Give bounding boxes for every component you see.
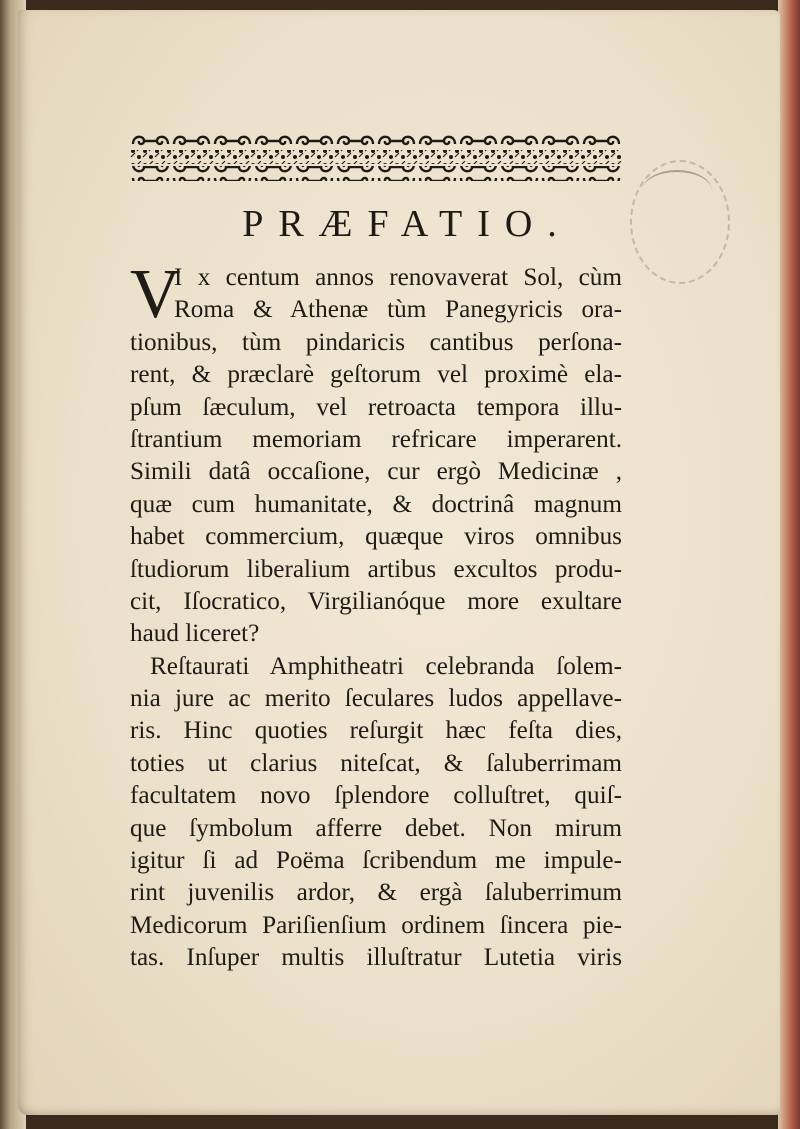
text-line: I x centum annos renovaverat Sol, cùm [174, 264, 622, 291]
text-line: Roma & Athenæ tùm Panegyricis ora- [174, 296, 622, 324]
text-line: que ſymbolum afferre debet. Non mirum [130, 814, 622, 842]
text-line: ris. Hinc quoties reſurgit hæc feſta dies, [130, 717, 622, 745]
body-text [130, 256, 622, 975]
text-line: igitur ſi ad Poëma ſcribendum me impule- [130, 847, 622, 875]
text-line: rent, & præclarè geſtorum vel proximè ela- [130, 361, 622, 389]
text-line: tas. Inſuper multis illuſtratur Lutetia viris [130, 944, 622, 972]
text-line: ſtrantium memoriam refricare imperarent. [130, 425, 622, 453]
text-line: pſum ſæculum, vel retroacta tempora illu- [130, 393, 622, 421]
text-line: haud liceret? [130, 620, 260, 648]
text-line: nia jure ac merito ſeculares ludos appellave- [130, 685, 622, 713]
page-title: PRÆFATIO. [242, 203, 572, 245]
text-line: Reſtaurati Amphitheatri celebranda ſolem- [150, 652, 622, 680]
text-line: toties ut clarius niteſcat, & ſaluberrimam [130, 749, 622, 777]
text-line: habet commercium, quæque viros omnibus [130, 523, 622, 551]
text-line: ſtudiorum liberalium artibus excultos produ- [130, 555, 622, 583]
book-page-edges-right [778, 0, 800, 1129]
text-line: rint juvenilis ardor, & ergà ſaluberrimum [130, 879, 622, 907]
text-line: tionibus, tùm pindaricis cantibus perſona- [130, 328, 622, 356]
text-line: quæ cum humanitate, & doctrinâ magnum [130, 490, 622, 518]
text-line: cit, Iſocratico, Virgilianóque more exultare [130, 587, 622, 615]
text-line: Simili datâ occaſione, cur ergò Medicinæ , [130, 458, 622, 486]
paragraph-2 [130, 651, 622, 975]
fleuron-band-icon [130, 133, 622, 183]
drop-cap: V [130, 256, 181, 333]
text-line: Medicorum Pariſienſium ordinem ſincera pie- [130, 911, 622, 939]
paragraph-1 [130, 256, 622, 651]
text-line: facultatem novo ſplendore colluſtret, quiſ- [130, 782, 622, 810]
